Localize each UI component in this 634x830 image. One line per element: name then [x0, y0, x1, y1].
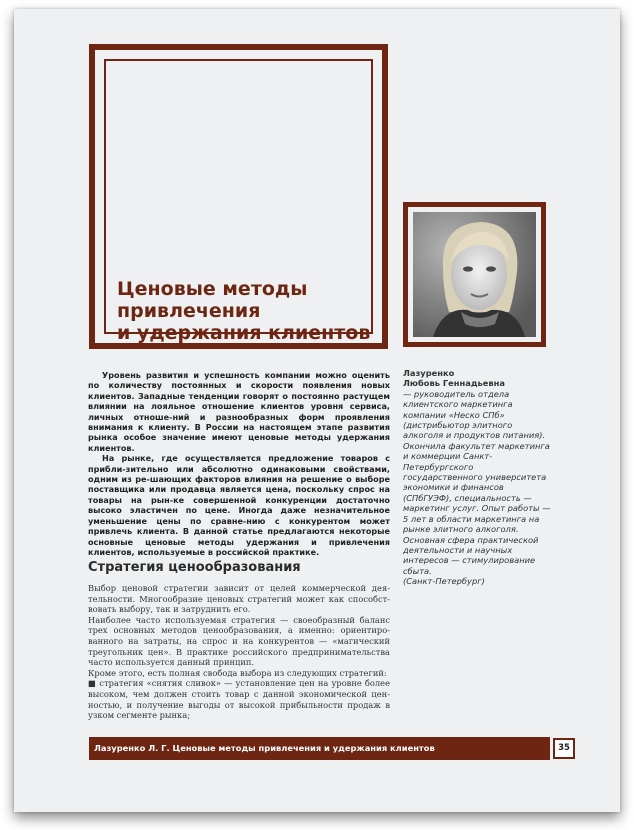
title-line-3: и удержания клиентов [117, 322, 371, 344]
author-info [403, 368, 553, 587]
body-text [88, 583, 390, 721]
magazine-page [14, 9, 620, 812]
body-paragraph-2: Наиболее часто используемая стратегия — своеобразный баланс трех основных методов ценообразования, а именно: ориентиро-ванного на затраты, на спрос и на конкурентов — «магический треугольник цен». В практике российского предпринимательства часто используется данный принцип. [88, 614, 390, 668]
author-name: Любовь Геннадьевна [403, 378, 505, 389]
body-paragraph-1: Выбор ценовой стратегии зависит от целей коммерческой дея-тельности. Многообразие ценовых стратегий может как способст-вовать выбору, так и затруднить его. [88, 583, 390, 615]
lead-paragraph-2: На рынке, где осуществляется предложение товаров с прибли-зительно или абсолютно одинаковыми свойствами, одним из ре-шающих факторов влияния на решение о выборе поставщика или продавца является цена, поскольку спрос на товары на рын-ке совершенной конкуренции достаточно высоко эластичен по цене. Иногда даже незначительное уменьшение цены по сравне-нию с конкурентом может привлечь клиента. В данной статье предлагаются некоторые основные ценовые методы удержания и привлечения клиентов, используемые в российской практике. [88, 453, 390, 557]
body-paragraph-3: Кроме этого, есть полная свобода выбора из следующих стратегий: [88, 667, 387, 678]
title-line-2: привлечения [117, 300, 261, 322]
lead-text [88, 370, 390, 557]
author-city: (Санкт-Петербург) [403, 576, 485, 587]
portrait-image [413, 212, 536, 337]
body-paragraph-4: ■ стратегия «снятия сливок» — установление цен на уровне более высоком, чем должен стоить товар с данной экономической цен-ностью, и получение выгоды от высокой прибыльности продаж в узком сегменте рынка; [88, 678, 390, 721]
page-footer: Лазуренко Л. Г. Ценовые методы привлечения и удержания клиентов [89, 737, 550, 760]
author-photo [413, 212, 536, 337]
author-bio: — руководитель отдела клиентского маркетинга компании «Неско СПб» (дистрибьютор элитного алкоголя и продуктов питания). Окончила факультет маркетинга и коммерции Санкт-Петербургского государственного университета экономики и финансов (СПбГУЭФ), специальность — маркетинг услуг. Опыт работы — 5 лет в области маркетинга на рынке элитного алкоголя. Основная сфера практической деятельности и научных интересов — стимулирование сбыта. [403, 388, 551, 576]
title-frame [89, 44, 388, 349]
author-surname: Лазуренко [403, 368, 455, 378]
section-heading: Стратегия ценообразования [88, 560, 301, 575]
lead-paragraph-1: Уровень развития и успешность компании можно оценить по количеству постоянных и скорости появления новых клиентов. Западные тенденции говорят о постоянно растущем влиянии на лояльное отношение клиентов уровня сервиса, личных отноше-ний и разнообразных форм проявления внимания к клиенту. В России на настоящем этапе развития рынка особое значение имеют ценовые методы удержания клиентов. [88, 370, 390, 453]
title-line-1: Ценовые методы [117, 278, 308, 300]
article-title [117, 278, 387, 344]
author-photo-frame [403, 202, 546, 347]
page-number: 35 [553, 738, 575, 759]
